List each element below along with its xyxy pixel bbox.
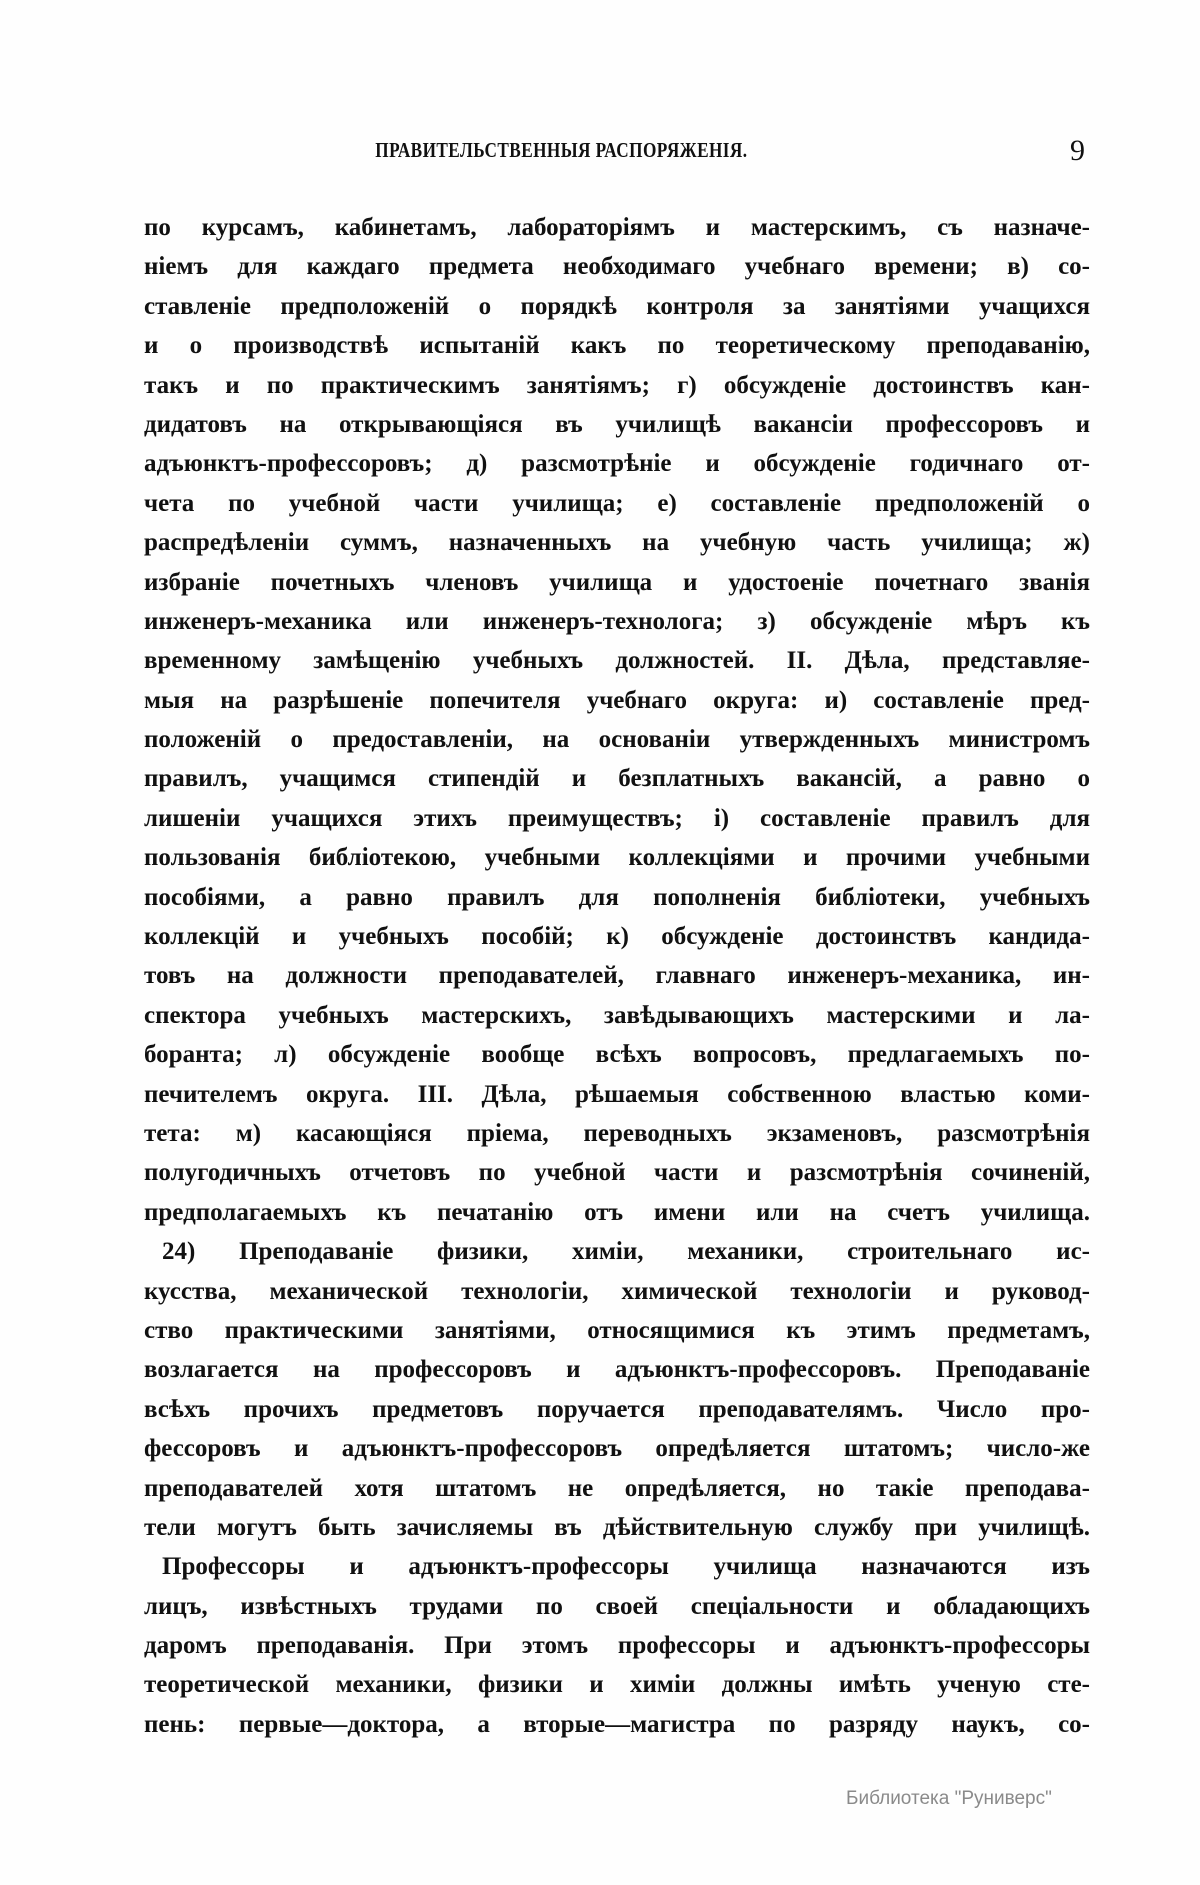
text-line: Профессоры и адъюнктъ-профессоры училища назначаются изъ (162, 1553, 1090, 1581)
text-line: фессоровъ и адъюнктъ-профессоровъ опредѣляется штатомъ; число-же (144, 1435, 1090, 1463)
text-line: тета: м) касающіяся пріема, переводныхъ экзаменовъ, разсмотрѣнія (144, 1119, 1090, 1147)
library-watermark: Библиотека "Руниверс" (846, 1788, 1052, 1809)
text-line: пень: первые—доктора, а вторые—магистра по разряду наукъ, со- (144, 1710, 1090, 1738)
text-line: 24) Преподаваніе физики, химіи, механики, строительнаго ис- (162, 1238, 1090, 1266)
text-line: положеній о предоставленіи, на основаніи утвержденныхъ министромъ (144, 726, 1090, 754)
text-line: всѣхъ прочихъ предметовъ поручается преподавателямъ. Число про- (144, 1395, 1090, 1423)
text-line: дидатовъ на открывающіяся въ училищѣ вакансіи профессоровъ и (144, 410, 1090, 438)
text-line: лишеніи учащихся этихъ преимуществъ; і) составленіе правилъ для (144, 804, 1090, 832)
text-line: пособіями, а равно правилъ для пополненія библіотеки, учебныхъ (144, 883, 1090, 911)
text-line: коллекцій и учебныхъ пособій; к) обсужденіе достоинствъ кандида- (144, 923, 1090, 951)
text-line: адъюнктъ-профессоровъ; д) разсмотрѣніе и обсужденіе годичнаго от- (144, 450, 1090, 478)
text-line: тели могутъ быть зачисляемы въ дѣйствительную службу при училищѣ. (144, 1513, 1090, 1541)
text-line: и о производствѣ испытаній какъ по теоретическому преподаванію, (144, 332, 1090, 360)
text-line: кусства, механической технологіи, химической технологіи и руковод- (144, 1277, 1090, 1305)
text-line: возлагается на профессоровъ и адъюнктъ-профессоровъ. Преподаваніе (144, 1356, 1090, 1384)
running-title: ПРАВИТЕЛЬСТВЕННЫЯ РАСПОРЯЖЕНІЯ. (375, 138, 748, 162)
text-line: инженеръ-механика или инженеръ-технолога; з) обсужденіе мѣръ къ (144, 607, 1090, 635)
text-line: спектора учебныхъ мастерскихъ, завѣдывающихъ мастерскими и ла- (144, 1001, 1090, 1029)
text-line: боранта; л) обсужденіе вообще всѣхъ вопросовъ, предлагаемыхъ по- (144, 1041, 1090, 1069)
text-line: полугодичныхъ отчетовъ по учебной части и разсмотрѣнія сочиненій, (144, 1159, 1090, 1187)
text-line: даромъ преподаванія. При этомъ профессоры и адъюнктъ-профессоры (144, 1632, 1090, 1660)
text-line: пользованія библіотекою, учебными коллекціями и прочими учебными (144, 844, 1090, 872)
page-number: 9 (1070, 134, 1085, 167)
text-line: предполагаемыхъ къ печатанію отъ имени или на счетъ училища. (144, 1198, 1090, 1226)
text-line: по курсамъ, кабинетамъ, лабораторіямъ и мастерскимъ, съ назначе- (144, 214, 1090, 241)
body-text (144, 208, 1090, 1744)
text-line: печителемъ округа. III. Дѣла, рѣшаемыя собственною властью коми- (144, 1080, 1090, 1108)
text-line: такъ и по практическимъ занятіямъ; г) обсужденіе достоинствъ кан- (144, 371, 1090, 399)
text-line: правилъ, учащимся стипендій и безплатныхъ вакансій, а равно о (144, 765, 1090, 793)
text-line: избраніе почетныхъ членовъ училища и удостоеніе почетнаго званія (144, 568, 1090, 596)
text-line: теоретической механики, физики и химіи должны имѣть ученую сте- (144, 1671, 1090, 1699)
text-line: распредѣленіи суммъ, назначенныхъ на учебную часть училища; ж) (144, 529, 1090, 557)
text-line: лицъ, извѣстныхъ трудами по своей спеціальности и обладающихъ (144, 1592, 1090, 1620)
text-line: чета по учебной части училища; е) составленіе предположеній о (144, 489, 1090, 517)
text-line: ство практическими занятіями, относящимися къ этимъ предметамъ, (144, 1316, 1090, 1344)
text-line: ніемъ для каждаго предмета необходимаго учебнаго времени; в) со- (144, 253, 1090, 281)
text-line: преподавателей хотя штатомъ не опредѣляется, но такіе преподава- (144, 1474, 1090, 1502)
text-line: товъ на должности преподавателей, главнаго инженеръ-механика, ин- (144, 962, 1090, 990)
text-line: ставленіе предположеній о порядкѣ контроля за занятіями учащихся (144, 292, 1090, 320)
text-line: временному замѣщенію учебныхъ должностей. II. Дѣла, представляе- (144, 647, 1090, 675)
text-line: мыя на разрѣшеніе попечителя учебнаго округа: и) составленіе пред- (144, 686, 1090, 714)
